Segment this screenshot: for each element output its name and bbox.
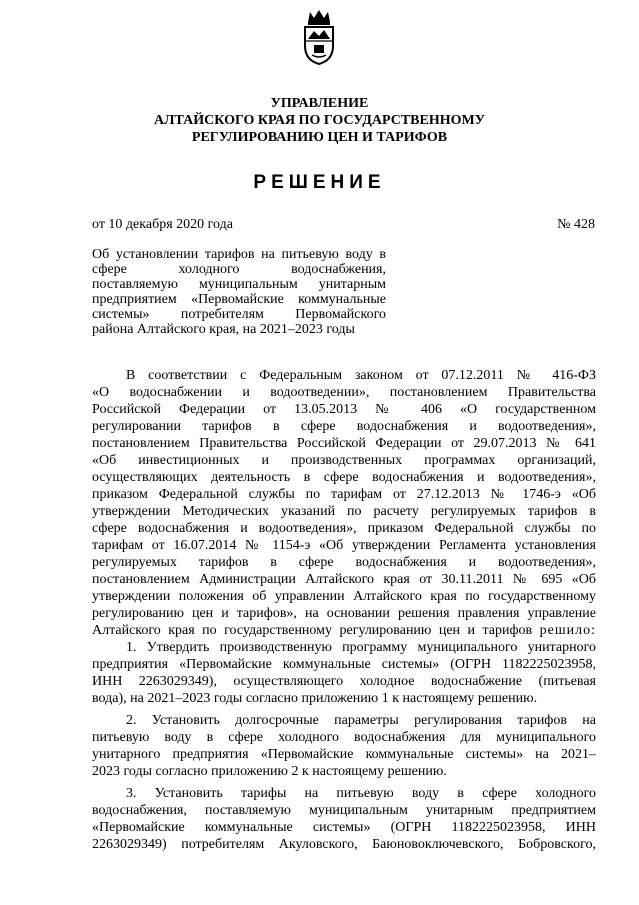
body-line: регулированию цен и тарифов», на основании решения правления управление [92,606,596,621]
organization-name [0,95,639,146]
body-line: постановлением Правительства Российской Федерации от 29.07.2013 № 641 [92,436,596,451]
document-number: № 428 [557,217,595,232]
subject-line: системы» потребителям Первомайского [92,307,386,322]
item-1-line: предприятия «Первомайские коммунальные системы» (ОГРН 1182225023958, [92,657,596,672]
org-line: АЛТАЙСКОГО КРАЯ ПО ГОСУДАРСТВЕННОМУ [154,113,485,128]
body-line: В соответствии с Федеральным законом от 07.12.2011 № 416-ФЗ [126,368,596,383]
body-line: «Об инвестиционных и производственных программах организаций, [92,453,596,468]
item-2-line: питьевую воду в сфере холодного водоснабжения для муниципального [92,730,596,745]
body-line: «О водоснабжении и водоотведении», постановлением Правительства [92,385,596,400]
subject-line: сфере холодного водоснабжения, [92,262,386,277]
subject-line: поставляемую муниципальным унитарным [92,277,386,292]
body-line: постановлением Администрации Алтайского края от 30.11.2011 № 695 «Об [92,572,596,587]
body-line [92,622,596,639]
item-2-line: 2. Установить долгосрочные параметры регулирования тарифов на [126,713,596,728]
document-date: от 10 декабря 2020 года [92,217,233,232]
item-3-line: 2263029349) потребителям Акуловского, Баюновоключевского, Бобровского, [92,837,596,852]
subject-line: Об установлении тарифов на питьевую воду в [92,247,386,262]
org-line: РЕГУЛИРОВАНИЮ ЦЕН И ТАРИФОВ [191,130,448,145]
body-line: Российской Федерации от 13.05.2013 № 406 «О государственном [92,402,596,417]
body-line: осуществляющих деятельность в сфере водоснабжения и водоотведения», [92,470,596,485]
body-line: утверждении положения об управлении Алтайского края по государственному [92,589,596,604]
document-subject [92,247,386,337]
coat-of-arms-icon [300,8,338,66]
body-line-text: Алтайского края по государственному регулированию цен и тарифов [92,623,533,638]
item-3-line: 3. Установить тарифы на питьевую воду в сфере холодного [126,786,596,801]
item-1-line: 1. Утвердить производственную программу муниципального унитарного [126,640,596,655]
org-line: УПРАВЛЕНИЕ [270,96,369,111]
item-3-line: водоснабжения, поставляемую муниципальным унитарным предприятием [92,803,596,818]
item-1-line: ИНН 2263029349), осуществляющего холодное водоснабжение (питьевая [92,674,596,689]
body-line: тарифам от 16.07.2014 № 1154-э «Об утверждении Регламента установления [92,538,596,553]
subject-line: предприятием «Первомайские коммунальные [92,292,386,307]
item-2-line: 2023 годы согласно приложению 2 к настоящему решению. [92,764,447,779]
item-2-line: унитарного предприятия «Первомайские коммунальные системы» на 2021– [92,747,596,762]
document-body [92,367,596,853]
body-line: утверждении Методических указаний по расчету регулируемых тарифов в [92,504,596,519]
item-1-line: вода), на 2021–2023 годы согласно приложению 1 к настоящему решению. [92,691,538,706]
subject-line: района Алтайского края, на 2021–2023 годы [92,322,355,337]
body-line: регулировании тарифов в сфере водоснабжения и водоотведения», [92,419,596,434]
body-line: регулируемых тарифов в сфере водоснабжения и водоотведения», [92,555,596,570]
document-title: РЕШЕНИЕ [253,172,386,193]
decided-word: решило: [539,623,596,638]
body-line: сфере водоснабжения и водоотведения», приказом Федеральной службы по [92,521,596,536]
item-3-line: «Первомайские коммунальные системы» (ОГРН 1182225023958, ИНН [92,820,596,835]
body-line: приказом Федеральной службы по тарифам от 27.12.2013 № 1746-э «Об [92,487,596,502]
